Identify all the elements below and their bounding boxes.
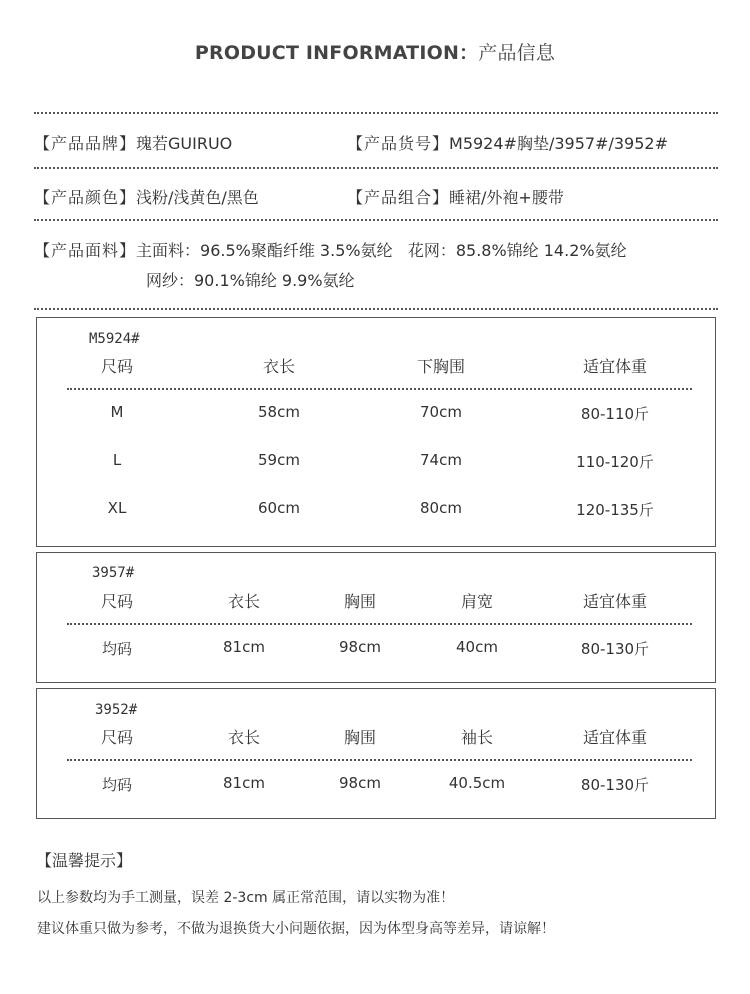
table-cell: 80cm xyxy=(420,499,462,517)
table-cell: 均码 xyxy=(101,640,132,658)
header-weight: 适宜体重 xyxy=(582,592,647,611)
info-brand-label: 【产品品牌】 xyxy=(34,134,137,153)
info-fabric-line2: 网纱：90.1%锦纶 9.9%氨纶 xyxy=(146,271,355,290)
table-cell: 98cm xyxy=(339,774,381,792)
info-brand xyxy=(34,131,232,154)
info-color-value: 浅粉/浅黄色/黑色 xyxy=(136,188,259,207)
divider xyxy=(34,167,718,169)
info-item-no-value: M5924#胸垫/3957#/3952# xyxy=(449,134,668,153)
header-length: 衣长 xyxy=(227,592,260,611)
header-bust: 胸围 xyxy=(343,592,376,611)
table-cell: 120-135斤 xyxy=(576,501,654,519)
tips-title: 【温馨提示】 xyxy=(36,851,133,870)
info-item-no xyxy=(347,131,668,154)
table-divider xyxy=(67,623,692,625)
table-cell: 81cm xyxy=(223,774,265,792)
divider xyxy=(34,219,718,221)
table-cell: 80-130斤 xyxy=(580,776,650,794)
table-cell: 110-120斤 xyxy=(576,453,654,471)
title-cn: 产品信息 xyxy=(478,42,556,64)
tip-line: 建议体重只做为参考，不做为退换货大小问题依据，因为体型身高等差异，请谅解！ xyxy=(37,921,555,937)
header-length: 衣长 xyxy=(227,728,260,747)
divider xyxy=(34,308,718,310)
size-table-3952 xyxy=(36,688,716,819)
size-table-m5924 xyxy=(36,317,716,547)
tip-line: 以上参数均为手工测量，误差 2-3cm 属正常范围，请以实物为准！ xyxy=(37,890,455,906)
table-divider xyxy=(67,759,692,761)
header-underbust: 下胸围 xyxy=(416,357,465,376)
divider xyxy=(34,112,718,114)
title-en: PRODUCT INFORMATION： xyxy=(194,42,479,64)
info-brand-value: 瑰若GUIRUO xyxy=(136,134,233,153)
header-weight: 适宜体重 xyxy=(582,728,647,747)
page-title xyxy=(0,38,750,65)
table-cell: 60cm xyxy=(258,499,300,517)
info-combo-label: 【产品组合】 xyxy=(347,188,450,207)
header-sleeve: 袖长 xyxy=(460,728,493,747)
info-fabric xyxy=(34,238,627,261)
table-cell: 40cm xyxy=(456,638,498,656)
header-weight: 适宜体重 xyxy=(582,357,647,376)
table-cell: 80-130斤 xyxy=(580,640,650,658)
table-cell: 81cm xyxy=(223,638,265,656)
table-cell: 58cm xyxy=(258,403,300,421)
table-cell: 均码 xyxy=(101,776,132,794)
header-bust: 胸围 xyxy=(343,728,376,747)
info-color xyxy=(34,185,259,208)
table-code: 3952# xyxy=(95,702,138,718)
info-item-no-label: 【产品货号】 xyxy=(347,134,450,153)
header-size: 尺码 xyxy=(100,357,133,376)
table-divider xyxy=(67,388,692,390)
info-combo xyxy=(347,185,564,208)
info-fabric-line1: 主面料：96.5%聚酯纤维 3.5%氨纶 花网：85.8%锦纶 14.2%氨纶 xyxy=(136,241,627,260)
info-color-label: 【产品颜色】 xyxy=(34,188,137,207)
table-cell: 98cm xyxy=(339,638,381,656)
table-cell: 74cm xyxy=(420,451,462,469)
header-size: 尺码 xyxy=(100,728,133,747)
header-size: 尺码 xyxy=(100,592,133,611)
size-table-3957 xyxy=(36,552,716,683)
header-shoulder: 肩宽 xyxy=(460,592,493,611)
table-cell: M xyxy=(110,403,124,421)
table-cell: L xyxy=(112,451,122,469)
info-fabric-label: 【产品面料】 xyxy=(34,241,137,260)
table-code: 3957# xyxy=(92,565,135,581)
table-cell: 70cm xyxy=(420,403,462,421)
table-code: M5924# xyxy=(89,331,140,347)
info-combo-value: 睡裙/外袍+腰带 xyxy=(449,188,564,207)
table-cell: 80-110斤 xyxy=(580,405,650,423)
table-cell: XL xyxy=(107,499,127,517)
table-cell: 59cm xyxy=(258,451,300,469)
table-cell: 40.5cm xyxy=(448,774,506,792)
header-length: 衣长 xyxy=(262,357,295,376)
